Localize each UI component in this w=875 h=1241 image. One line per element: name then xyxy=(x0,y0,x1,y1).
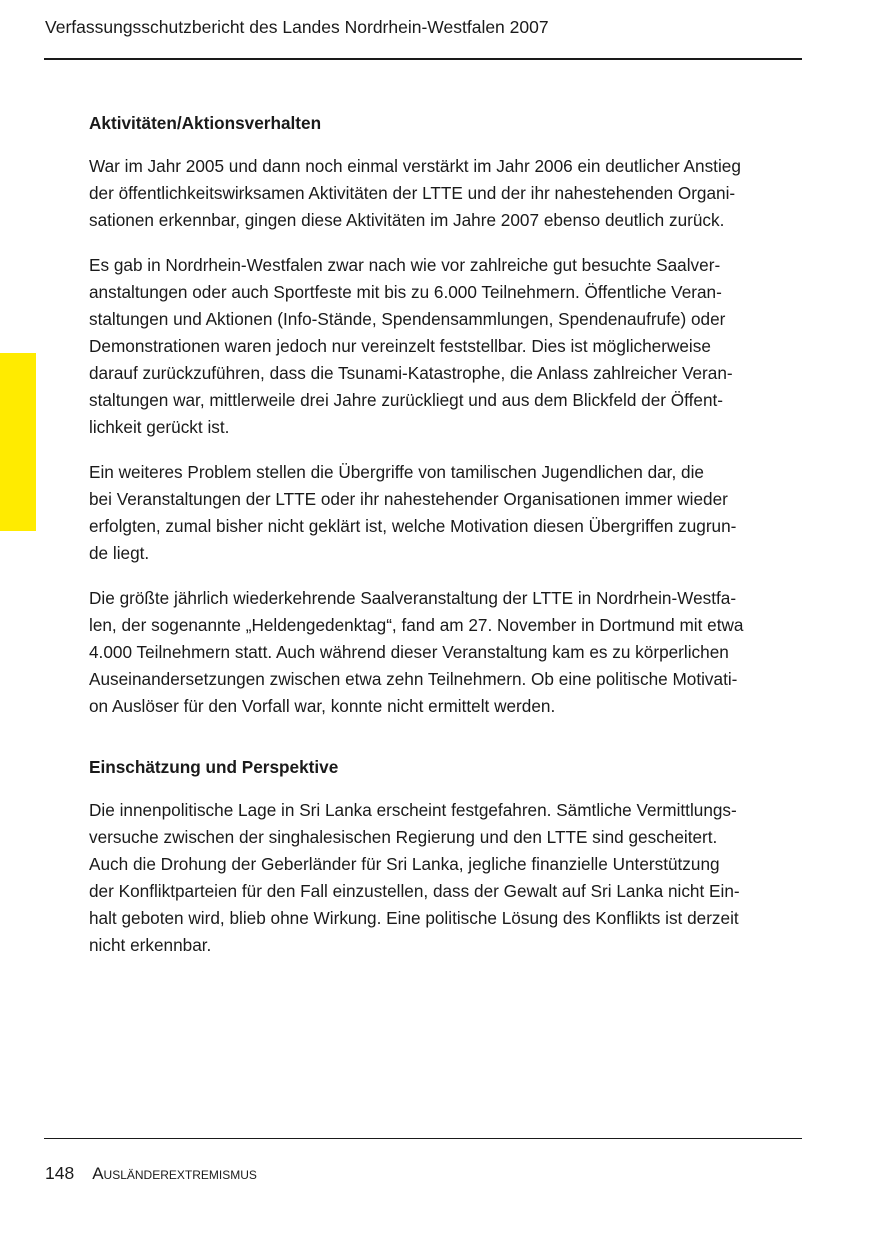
text-line: darauf zurückzuführen, dass die Tsunami-Katastrophe, die Anlass zahlreicher Veran- xyxy=(89,363,733,383)
text-line: on Auslöser für den Vorfall war, konnte nicht ermittelt werden. xyxy=(89,696,556,716)
text-line: versuche zwischen der singhalesischen Regierung und den LTTE sind gescheitert. xyxy=(89,827,718,847)
footer-rule xyxy=(44,1138,802,1139)
text-line: lichkeit gerückt ist. xyxy=(89,417,230,437)
text-line: Die größte jährlich wiederkehrende Saalveranstaltung der LTTE in Nordrhein-Westfa- xyxy=(89,588,737,608)
text-line: der Konfliktparteien für den Fall einzustellen, dass der Gewalt auf Sri Lanka nicht Ein- xyxy=(89,881,740,901)
section-heading-assessment: Einschätzung und Perspektive xyxy=(89,757,339,777)
header-rule xyxy=(44,58,802,60)
text-line: nicht erkennbar. xyxy=(89,935,212,955)
paragraph xyxy=(89,797,805,959)
paragraph xyxy=(89,153,805,234)
section-heading-activities: Aktivitäten/Aktionsverhalten xyxy=(89,113,322,133)
text-line: 4.000 Teilnehmern statt. Auch während dieser Veranstaltung kam es zu körperlichen xyxy=(89,642,729,662)
text-line: staltungen war, mittlerweile drei Jahre zurückliegt und aus dem Blickfeld der Öffent- xyxy=(89,390,724,410)
text-line: halt geboten wird, blieb ohne Wirkung. Eine politische Lösung des Konflikts ist derzeit xyxy=(89,908,739,928)
text-line: erfolgten, zumal bisher nicht geklärt ist, welche Motivation diesen Übergriffen zugrun- xyxy=(89,516,737,536)
text-line: Auch die Drohung der Geberländer für Sri Lanka, jegliche finanzielle Unterstützung xyxy=(89,854,720,874)
text-line: bei Veranstaltungen der LTTE oder ihr nahestehender Organisationen immer wieder xyxy=(89,489,728,509)
text-line: len, der sogenannte „Heldengedenktag“, fand am 27. November in Dortmund mit etwa xyxy=(89,615,744,635)
text-line: Demonstrationen waren jedoch nur vereinzelt feststellbar. Dies ist möglicherweise xyxy=(89,336,711,356)
text-line: Ein weiteres Problem stellen die Übergriffe von tamilischen Jugendlichen dar, die xyxy=(89,462,704,482)
text-line: der öffentlichkeitswirksamen Aktivitäten der LTTE und der ihr nahestehenden Organi- xyxy=(89,183,736,203)
text-line: staltungen und Aktionen (Info-Stände, Spendensammlungen, Spendenaufrufe) oder xyxy=(89,309,726,329)
text-line: Auseinandersetzungen zwischen etwa zehn Teilnehmern. Ob eine politische Motivati- xyxy=(89,669,738,689)
text-line: sationen erkennbar, gingen diese Aktivitäten im Jahre 2007 ebenso deutlich zurück. xyxy=(89,210,725,230)
paragraph xyxy=(89,252,805,441)
text-line: Es gab in Nordrhein-Westfalen zwar nach wie vor zahlreiche gut besuchte Saalver- xyxy=(89,255,721,275)
paragraph xyxy=(89,585,805,720)
text-line: Die innenpolitische Lage in Sri Lanka erscheint festgefahren. Sämtliche Vermittlungs- xyxy=(89,800,737,820)
page-number: 148 xyxy=(45,1163,75,1183)
text-line: anstaltungen oder auch Sportfeste mit bis zu 6.000 Teilnehmern. Öffentliche Veran- xyxy=(89,282,722,302)
text-line: War im Jahr 2005 und dann noch einmal verstärkt im Jahr 2006 ein deutlicher Anstieg xyxy=(89,156,741,176)
text-line: de liegt. xyxy=(89,543,150,563)
page-body xyxy=(89,110,805,977)
paragraph xyxy=(89,459,805,567)
chapter-side-tab xyxy=(0,353,36,531)
page-footer xyxy=(45,1163,257,1184)
chapter-name: Ausländerextremismus xyxy=(92,1164,257,1183)
running-title: Verfassungsschutzbericht des Landes Nordrhein-Westfalen 2007 xyxy=(45,17,549,37)
